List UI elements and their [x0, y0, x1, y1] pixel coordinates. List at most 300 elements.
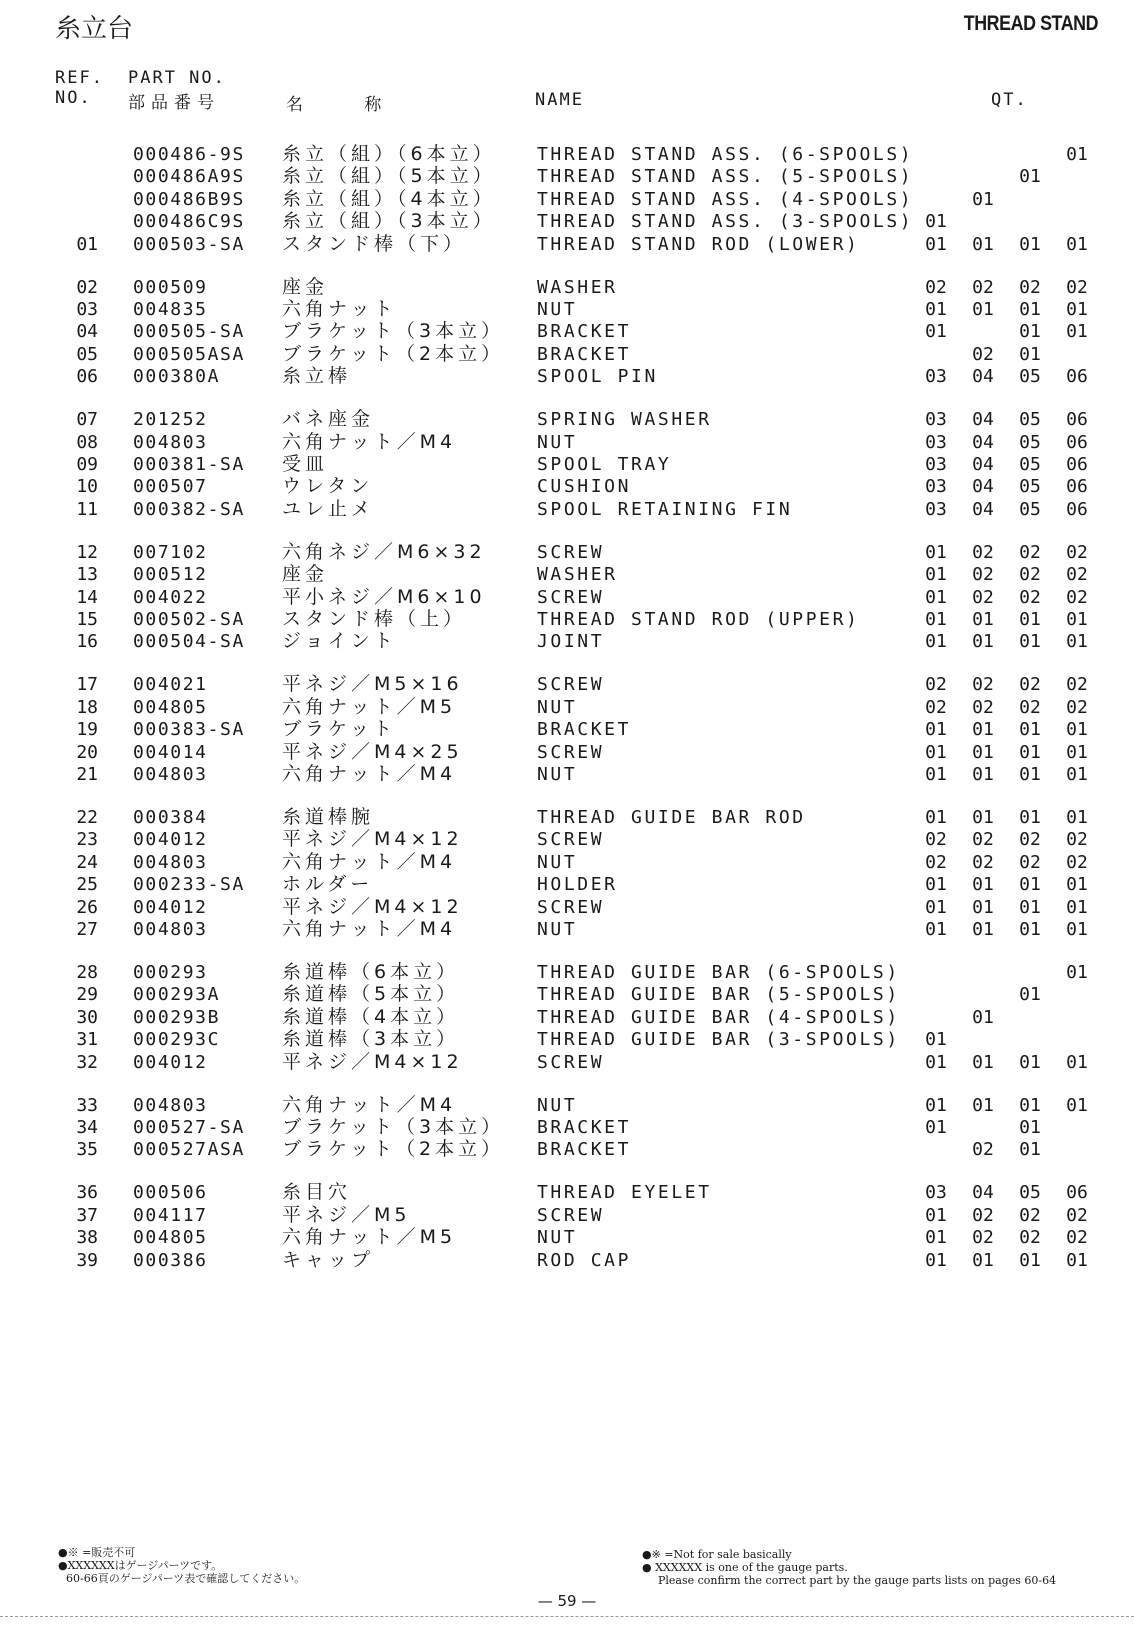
- table-row: [0, 1094, 1134, 1117]
- header-name-jp: 名 称: [286, 95, 410, 115]
- name-jp: 平ネジ／M4×12: [282, 1051, 463, 1073]
- part-number: 000505ASA: [133, 344, 245, 365]
- ref-number: 34: [76, 1117, 98, 1138]
- name-en: BRACKET: [537, 719, 632, 740]
- name-jp: 六角ネジ／M6×32: [282, 541, 486, 563]
- name-en: NUT: [537, 1227, 578, 1248]
- part-number: 000293B: [133, 1007, 221, 1028]
- quantity-cell: 02: [1066, 829, 1088, 850]
- header-ref-line1: REF.: [55, 68, 104, 88]
- ref-number: 20: [76, 742, 98, 763]
- part-number: 000383-SA: [133, 719, 245, 740]
- quantity-cell: 02: [1019, 587, 1041, 608]
- name-jp: 糸道棒腕: [282, 806, 375, 828]
- ref-number: 32: [76, 1052, 98, 1073]
- quantity-cell: 01: [972, 1250, 994, 1271]
- quantity-cell: 01: [1019, 742, 1041, 763]
- quantity-cell: 01: [925, 764, 947, 785]
- quantity-cell: 03: [925, 366, 947, 387]
- part-number: 004803: [133, 764, 208, 785]
- name-jp: 糸目穴: [282, 1181, 352, 1203]
- quantity-cell: 02: [972, 564, 994, 585]
- part-number: 000486A9S: [133, 166, 245, 187]
- name-jp: ウレタン: [282, 475, 374, 497]
- table-row: [0, 475, 1134, 498]
- footnote-en-line2: ● XXXXXX is one of the gauge parts.: [642, 1561, 848, 1574]
- quantity-cell: 05: [1019, 476, 1041, 497]
- quantity-cell: 01: [1019, 1139, 1041, 1160]
- name-jp: 六角ナット／M4: [282, 763, 457, 785]
- table-row: [0, 763, 1134, 786]
- quantity-cell: 02: [1019, 542, 1041, 563]
- quantity-cell: 02: [1019, 1227, 1041, 1248]
- table-row: [0, 983, 1134, 1006]
- name-en: SCREW: [537, 1205, 605, 1226]
- page-bottom-divider: [0, 1616, 1134, 1617]
- name-jp: ホルダー: [282, 873, 374, 895]
- name-jp: 受皿: [282, 453, 329, 475]
- header-part-line1: PART NO.: [128, 68, 226, 88]
- quantity-cell: 03: [925, 409, 947, 430]
- quantity-cell: 03: [925, 454, 947, 475]
- part-number: 000486B9S: [133, 189, 245, 210]
- quantity-cell: 02: [972, 852, 994, 873]
- quantity-cell: 05: [1019, 366, 1041, 387]
- name-en: THREAD GUIDE BAR ROD: [537, 807, 806, 828]
- name-jp: 平ネジ／M4×25: [282, 741, 463, 763]
- quantity-cell: 06: [1066, 1182, 1088, 1203]
- quantity-cell: 06: [1066, 499, 1088, 520]
- quantity-cell: 01: [925, 807, 947, 828]
- name-jp: ジョイント: [282, 630, 397, 652]
- name-jp: 六角ナット／M5: [282, 696, 457, 718]
- name-jp: 糸道棒（6本立）: [282, 961, 460, 983]
- table-row: [0, 365, 1134, 388]
- table-row: [0, 210, 1134, 233]
- quantity-cell: 01: [1019, 1095, 1041, 1116]
- name-jp: 糸道棒（4本立）: [282, 1006, 460, 1028]
- part-number: 004835: [133, 299, 208, 320]
- name-en: ROD CAP: [537, 1250, 632, 1271]
- ref-number: 11: [76, 499, 98, 520]
- name-jp: 座金: [282, 276, 329, 298]
- name-jp: 糸立（組）（6本立）: [282, 143, 496, 165]
- ref-number: 17: [76, 674, 98, 695]
- part-number: 000233-SA: [133, 874, 245, 895]
- ref-number: 21: [76, 764, 98, 785]
- quantity-cell: 01: [1019, 609, 1041, 630]
- quantity-cell: 01: [925, 1227, 947, 1248]
- name-en: THREAD GUIDE BAR (3-SPOOLS): [537, 1029, 900, 1050]
- header-qty: QT.: [991, 90, 1028, 110]
- quantity-cell: 01: [1019, 897, 1041, 918]
- part-number: 000527-SA: [133, 1117, 245, 1138]
- name-jp: 糸立棒: [282, 365, 352, 387]
- quantity-cell: 02: [1066, 674, 1088, 695]
- table-row: [0, 696, 1134, 719]
- quantity-cell: 01: [972, 764, 994, 785]
- ref-number: 02: [76, 277, 98, 298]
- table-row: [0, 828, 1134, 851]
- quantity-cell: 01: [1019, 234, 1041, 255]
- part-number: 000527ASA: [133, 1139, 245, 1160]
- quantity-cell: 03: [925, 432, 947, 453]
- ref-number: 19: [76, 719, 98, 740]
- quantity-cell: 01: [925, 1250, 947, 1271]
- quantity-cell: 02: [1019, 829, 1041, 850]
- part-number: 000382-SA: [133, 499, 245, 520]
- quantity-cell: 06: [1066, 476, 1088, 497]
- quantity-cell: 02: [925, 852, 947, 873]
- name-jp: 六角ナット／M4: [282, 1094, 457, 1116]
- quantity-cell: 02: [972, 344, 994, 365]
- table-row: [0, 741, 1134, 764]
- footnote-en-line1: ●※ =Not for sale basically: [642, 1548, 792, 1561]
- quantity-cell: 06: [1066, 454, 1088, 475]
- ref-number: 35: [76, 1139, 98, 1160]
- quantity-cell: 02: [1066, 277, 1088, 298]
- name-en: NUT: [537, 919, 578, 940]
- quantity-cell: 05: [1019, 1182, 1041, 1203]
- name-en: CUSHION: [537, 476, 632, 497]
- name-en: THREAD STAND ROD (UPPER): [537, 609, 860, 630]
- table-row: [0, 563, 1134, 586]
- ref-number: 33: [76, 1095, 98, 1116]
- quantity-cell: 01: [925, 542, 947, 563]
- quantity-cell: 02: [1066, 1205, 1088, 1226]
- part-number: 004022: [133, 587, 208, 608]
- quantity-cell: 01: [1019, 1250, 1041, 1271]
- quantity-cell: 02: [1066, 852, 1088, 873]
- name-en: THREAD STAND ROD (LOWER): [537, 234, 860, 255]
- ref-number: 27: [76, 919, 98, 940]
- quantity-cell: 03: [925, 1182, 947, 1203]
- table-row: [0, 1138, 1134, 1161]
- quantity-cell: 01: [972, 631, 994, 652]
- ref-number: 07: [76, 409, 98, 430]
- table-row: [0, 718, 1134, 741]
- name-en: HOLDER: [537, 874, 618, 895]
- part-number: 004021: [133, 674, 208, 695]
- quantity-cell: 02: [972, 542, 994, 563]
- quantity-cell: 01: [1019, 984, 1041, 1005]
- part-number: 000293C: [133, 1029, 221, 1050]
- header-ref-line2: NO.: [55, 88, 92, 108]
- table-row: [0, 961, 1134, 984]
- quantity-cell: 02: [972, 587, 994, 608]
- name-jp: 平ネジ／M5: [282, 1204, 411, 1226]
- ref-number: 10: [76, 476, 98, 497]
- quantity-cell: 05: [1019, 409, 1041, 430]
- quantity-cell: 01: [1019, 631, 1041, 652]
- name-en: BRACKET: [537, 321, 632, 342]
- table-row: [0, 918, 1134, 941]
- part-number: 000293: [133, 962, 208, 983]
- name-en: NUT: [537, 764, 578, 785]
- quantity-cell: 04: [972, 1182, 994, 1203]
- quantity-cell: 01: [972, 742, 994, 763]
- table-row: [0, 896, 1134, 919]
- part-number: 004012: [133, 897, 208, 918]
- ref-number: 05: [76, 344, 98, 365]
- quantity-cell: 01: [1066, 962, 1088, 983]
- quantity-cell: 02: [1066, 1227, 1088, 1248]
- ref-number: 14: [76, 587, 98, 608]
- name-jp: 糸立（組）（4本立）: [282, 188, 496, 210]
- header-name-en: NAME: [535, 90, 584, 110]
- part-number: 000505-SA: [133, 321, 245, 342]
- ref-number: 16: [76, 631, 98, 652]
- part-number: 004012: [133, 1052, 208, 1073]
- name-jp: 糸立（組）（3本立）: [282, 210, 496, 232]
- part-number: 004805: [133, 1227, 208, 1248]
- name-jp: ユレ止メ: [282, 498, 375, 520]
- name-en: SCREW: [537, 829, 605, 850]
- quantity-cell: 01: [972, 234, 994, 255]
- table-row: [0, 1051, 1134, 1074]
- quantity-cell: 01: [1066, 807, 1088, 828]
- name-en: THREAD EYELET: [537, 1182, 712, 1203]
- quantity-cell: 01: [972, 807, 994, 828]
- name-en: WASHER: [537, 277, 618, 298]
- name-en: NUT: [537, 432, 578, 453]
- quantity-cell: 01: [1019, 1117, 1041, 1138]
- footnote-jp-line1: ●※ =販売不可: [58, 1546, 136, 1559]
- name-en: SCREW: [537, 542, 605, 563]
- name-jp: 平ネジ／M5×16: [282, 673, 463, 695]
- quantity-cell: 01: [972, 897, 994, 918]
- header-part-line2: 部品番号: [128, 93, 220, 113]
- ref-number: 23: [76, 829, 98, 850]
- quantity-cell: 02: [925, 829, 947, 850]
- quantity-cell: 05: [1019, 454, 1041, 475]
- name-en: THREAD STAND ASS. (4-SPOOLS): [537, 189, 914, 210]
- name-jp: ブラケット（3本立）: [282, 1116, 505, 1138]
- quantity-cell: 02: [972, 697, 994, 718]
- quantity-cell: 01: [1019, 719, 1041, 740]
- quantity-cell: 01: [1066, 1250, 1088, 1271]
- quantity-cell: 01: [1066, 874, 1088, 895]
- name-jp: 六角ナット／M4: [282, 918, 457, 940]
- quantity-cell: 02: [972, 277, 994, 298]
- quantity-cell: 01: [925, 564, 947, 585]
- name-jp: 平小ネジ／M6×10: [282, 586, 486, 608]
- ref-number: 31: [76, 1029, 98, 1050]
- quantity-cell: 01: [1066, 764, 1088, 785]
- part-number: 000293A: [133, 984, 221, 1005]
- page-number: — 59 —: [537, 1592, 597, 1610]
- name-en: THREAD STAND ASS. (3-SPOOLS): [537, 211, 914, 232]
- ref-number: 28: [76, 962, 98, 983]
- name-jp: バネ座金: [282, 408, 375, 430]
- part-number: 000486-9S: [133, 144, 245, 165]
- quantity-cell: 05: [1019, 432, 1041, 453]
- quantity-cell: 02: [925, 697, 947, 718]
- part-number: 004803: [133, 852, 208, 873]
- quantity-cell: 01: [925, 1205, 947, 1226]
- part-number: 000380A: [133, 366, 221, 387]
- part-number: 000386: [133, 1250, 208, 1271]
- name-jp: ブラケット（2本立）: [282, 343, 505, 365]
- name-en: THREAD GUIDE BAR (4-SPOOLS): [537, 1007, 900, 1028]
- name-jp: 六角ナット／M4: [282, 851, 457, 873]
- quantity-cell: 01: [1019, 299, 1041, 320]
- quantity-cell: 01: [925, 234, 947, 255]
- quantity-cell: 01: [1019, 764, 1041, 785]
- ref-number: 13: [76, 564, 98, 585]
- part-number: 000502-SA: [133, 609, 245, 630]
- table-row: [0, 673, 1134, 696]
- ref-number: 26: [76, 897, 98, 918]
- quantity-cell: 01: [925, 321, 947, 342]
- quantity-cell: 02: [1019, 697, 1041, 718]
- name-jp: 糸立（組）（5本立）: [282, 165, 496, 187]
- quantity-cell: 01: [972, 299, 994, 320]
- quantity-cell: 01: [925, 719, 947, 740]
- name-en: BRACKET: [537, 344, 632, 365]
- table-row: [0, 408, 1134, 431]
- quantity-cell: 02: [1066, 564, 1088, 585]
- name-en: SCREW: [537, 897, 605, 918]
- table-row: [0, 1204, 1134, 1227]
- quantity-cell: 01: [925, 1029, 947, 1050]
- name-jp: 平ネジ／M4×12: [282, 896, 463, 918]
- quantity-cell: 01: [925, 211, 947, 232]
- table-row: [0, 165, 1134, 188]
- quantity-cell: 01: [1019, 321, 1041, 342]
- part-number: 007102: [133, 542, 208, 563]
- part-number: 000503-SA: [133, 234, 245, 255]
- table-row: [0, 586, 1134, 609]
- ref-number: 04: [76, 321, 98, 342]
- name-jp: 糸道棒（5本立）: [282, 983, 460, 1005]
- quantity-cell: 01: [1019, 807, 1041, 828]
- quantity-cell: 02: [1066, 697, 1088, 718]
- quantity-cell: 03: [925, 476, 947, 497]
- quantity-cell: 01: [925, 609, 947, 630]
- ref-number: 18: [76, 697, 98, 718]
- part-number: 004803: [133, 1095, 208, 1116]
- ref-number: 36: [76, 1182, 98, 1203]
- name-jp: 座金: [282, 563, 329, 585]
- name-en: NUT: [537, 1095, 578, 1116]
- quantity-cell: 01: [1066, 144, 1088, 165]
- quantity-cell: 02: [972, 829, 994, 850]
- quantity-cell: 01: [972, 189, 994, 210]
- quantity-cell: 01: [925, 631, 947, 652]
- table-row: [0, 873, 1134, 896]
- name-en: BRACKET: [537, 1139, 632, 1160]
- quantity-cell: 01: [1019, 166, 1041, 187]
- quantity-cell: 01: [1066, 919, 1088, 940]
- table-row: [0, 1249, 1134, 1272]
- quantity-cell: 01: [1066, 321, 1088, 342]
- quantity-cell: 02: [1019, 277, 1041, 298]
- name-en: THREAD GUIDE BAR (6-SPOOLS): [537, 962, 900, 983]
- name-jp: 六角ナット／M4: [282, 431, 457, 453]
- ref-number: 25: [76, 874, 98, 895]
- name-en: SPOOL RETAINING FIN: [537, 499, 793, 520]
- quantity-cell: 04: [972, 454, 994, 475]
- quantity-cell: 02: [1019, 564, 1041, 585]
- name-jp: 六角ナット／M5: [282, 1226, 457, 1248]
- footnote-jp-line2: ●XXXXXXはゲージパーツです。: [58, 1559, 223, 1572]
- quantity-cell: 01: [1019, 344, 1041, 365]
- quantity-cell: 01: [925, 299, 947, 320]
- name-en: THREAD STAND ASS. (5-SPOOLS): [537, 166, 914, 187]
- table-row: [0, 1181, 1134, 1204]
- table-row: [0, 320, 1134, 343]
- table-row: [0, 1116, 1134, 1139]
- name-en: SCREW: [537, 742, 605, 763]
- quantity-cell: 02: [1019, 852, 1041, 873]
- ref-number: 29: [76, 984, 98, 1005]
- footnote-jp: [58, 1546, 305, 1585]
- name-jp: ブラケット（3本立）: [282, 320, 505, 342]
- footnote-en-line3: Please confirm the correct part by the gauge parts lists on pages 60-64: [658, 1574, 1057, 1587]
- part-number: 004803: [133, 432, 208, 453]
- part-number: 000507: [133, 476, 208, 497]
- quantity-cell: 02: [1066, 542, 1088, 563]
- part-number: 004012: [133, 829, 208, 850]
- quantity-cell: 04: [972, 476, 994, 497]
- table-row: [0, 1006, 1134, 1029]
- quantity-cell: 01: [972, 874, 994, 895]
- quantity-cell: 01: [972, 1007, 994, 1028]
- part-number: 000384: [133, 807, 208, 828]
- quantity-cell: 01: [1066, 299, 1088, 320]
- name-en: SCREW: [537, 1052, 605, 1073]
- name-en: BRACKET: [537, 1117, 632, 1138]
- table-row: [0, 143, 1134, 166]
- name-jp: ブラケット（2本立）: [282, 1138, 505, 1160]
- quantity-cell: 02: [972, 1139, 994, 1160]
- name-en: SPRING WASHER: [537, 409, 712, 430]
- quantity-cell: 01: [1019, 919, 1041, 940]
- quantity-cell: 01: [972, 719, 994, 740]
- name-jp: キャップ: [282, 1249, 375, 1271]
- quantity-cell: 01: [925, 587, 947, 608]
- quantity-cell: 02: [972, 1205, 994, 1226]
- ref-number: 01: [76, 234, 98, 255]
- quantity-cell: 02: [925, 277, 947, 298]
- quantity-cell: 04: [972, 409, 994, 430]
- ref-number: 37: [76, 1205, 98, 1226]
- ref-number: 39: [76, 1250, 98, 1271]
- quantity-cell: 01: [972, 609, 994, 630]
- quantity-cell: 02: [1019, 674, 1041, 695]
- ref-number: 08: [76, 432, 98, 453]
- name-en: WASHER: [537, 564, 618, 585]
- table-row: [0, 188, 1134, 211]
- name-jp: 六角ナット: [282, 298, 397, 320]
- quantity-cell: 01: [925, 1117, 947, 1138]
- name-en: NUT: [537, 852, 578, 873]
- name-jp: スタンド棒（上）: [282, 608, 467, 630]
- quantity-cell: 01: [1066, 1095, 1088, 1116]
- part-number: 000486C9S: [133, 211, 245, 232]
- table-row: [0, 1028, 1134, 1051]
- ref-number: 12: [76, 542, 98, 563]
- ref-number: 06: [76, 366, 98, 387]
- name-en: SPOOL TRAY: [537, 454, 672, 475]
- table-row: [0, 453, 1134, 476]
- quantity-cell: 01: [1066, 234, 1088, 255]
- table-row: [0, 233, 1134, 256]
- table-row: [0, 343, 1134, 366]
- name-jp: ブラケット: [282, 718, 397, 740]
- part-number: 004803: [133, 919, 208, 940]
